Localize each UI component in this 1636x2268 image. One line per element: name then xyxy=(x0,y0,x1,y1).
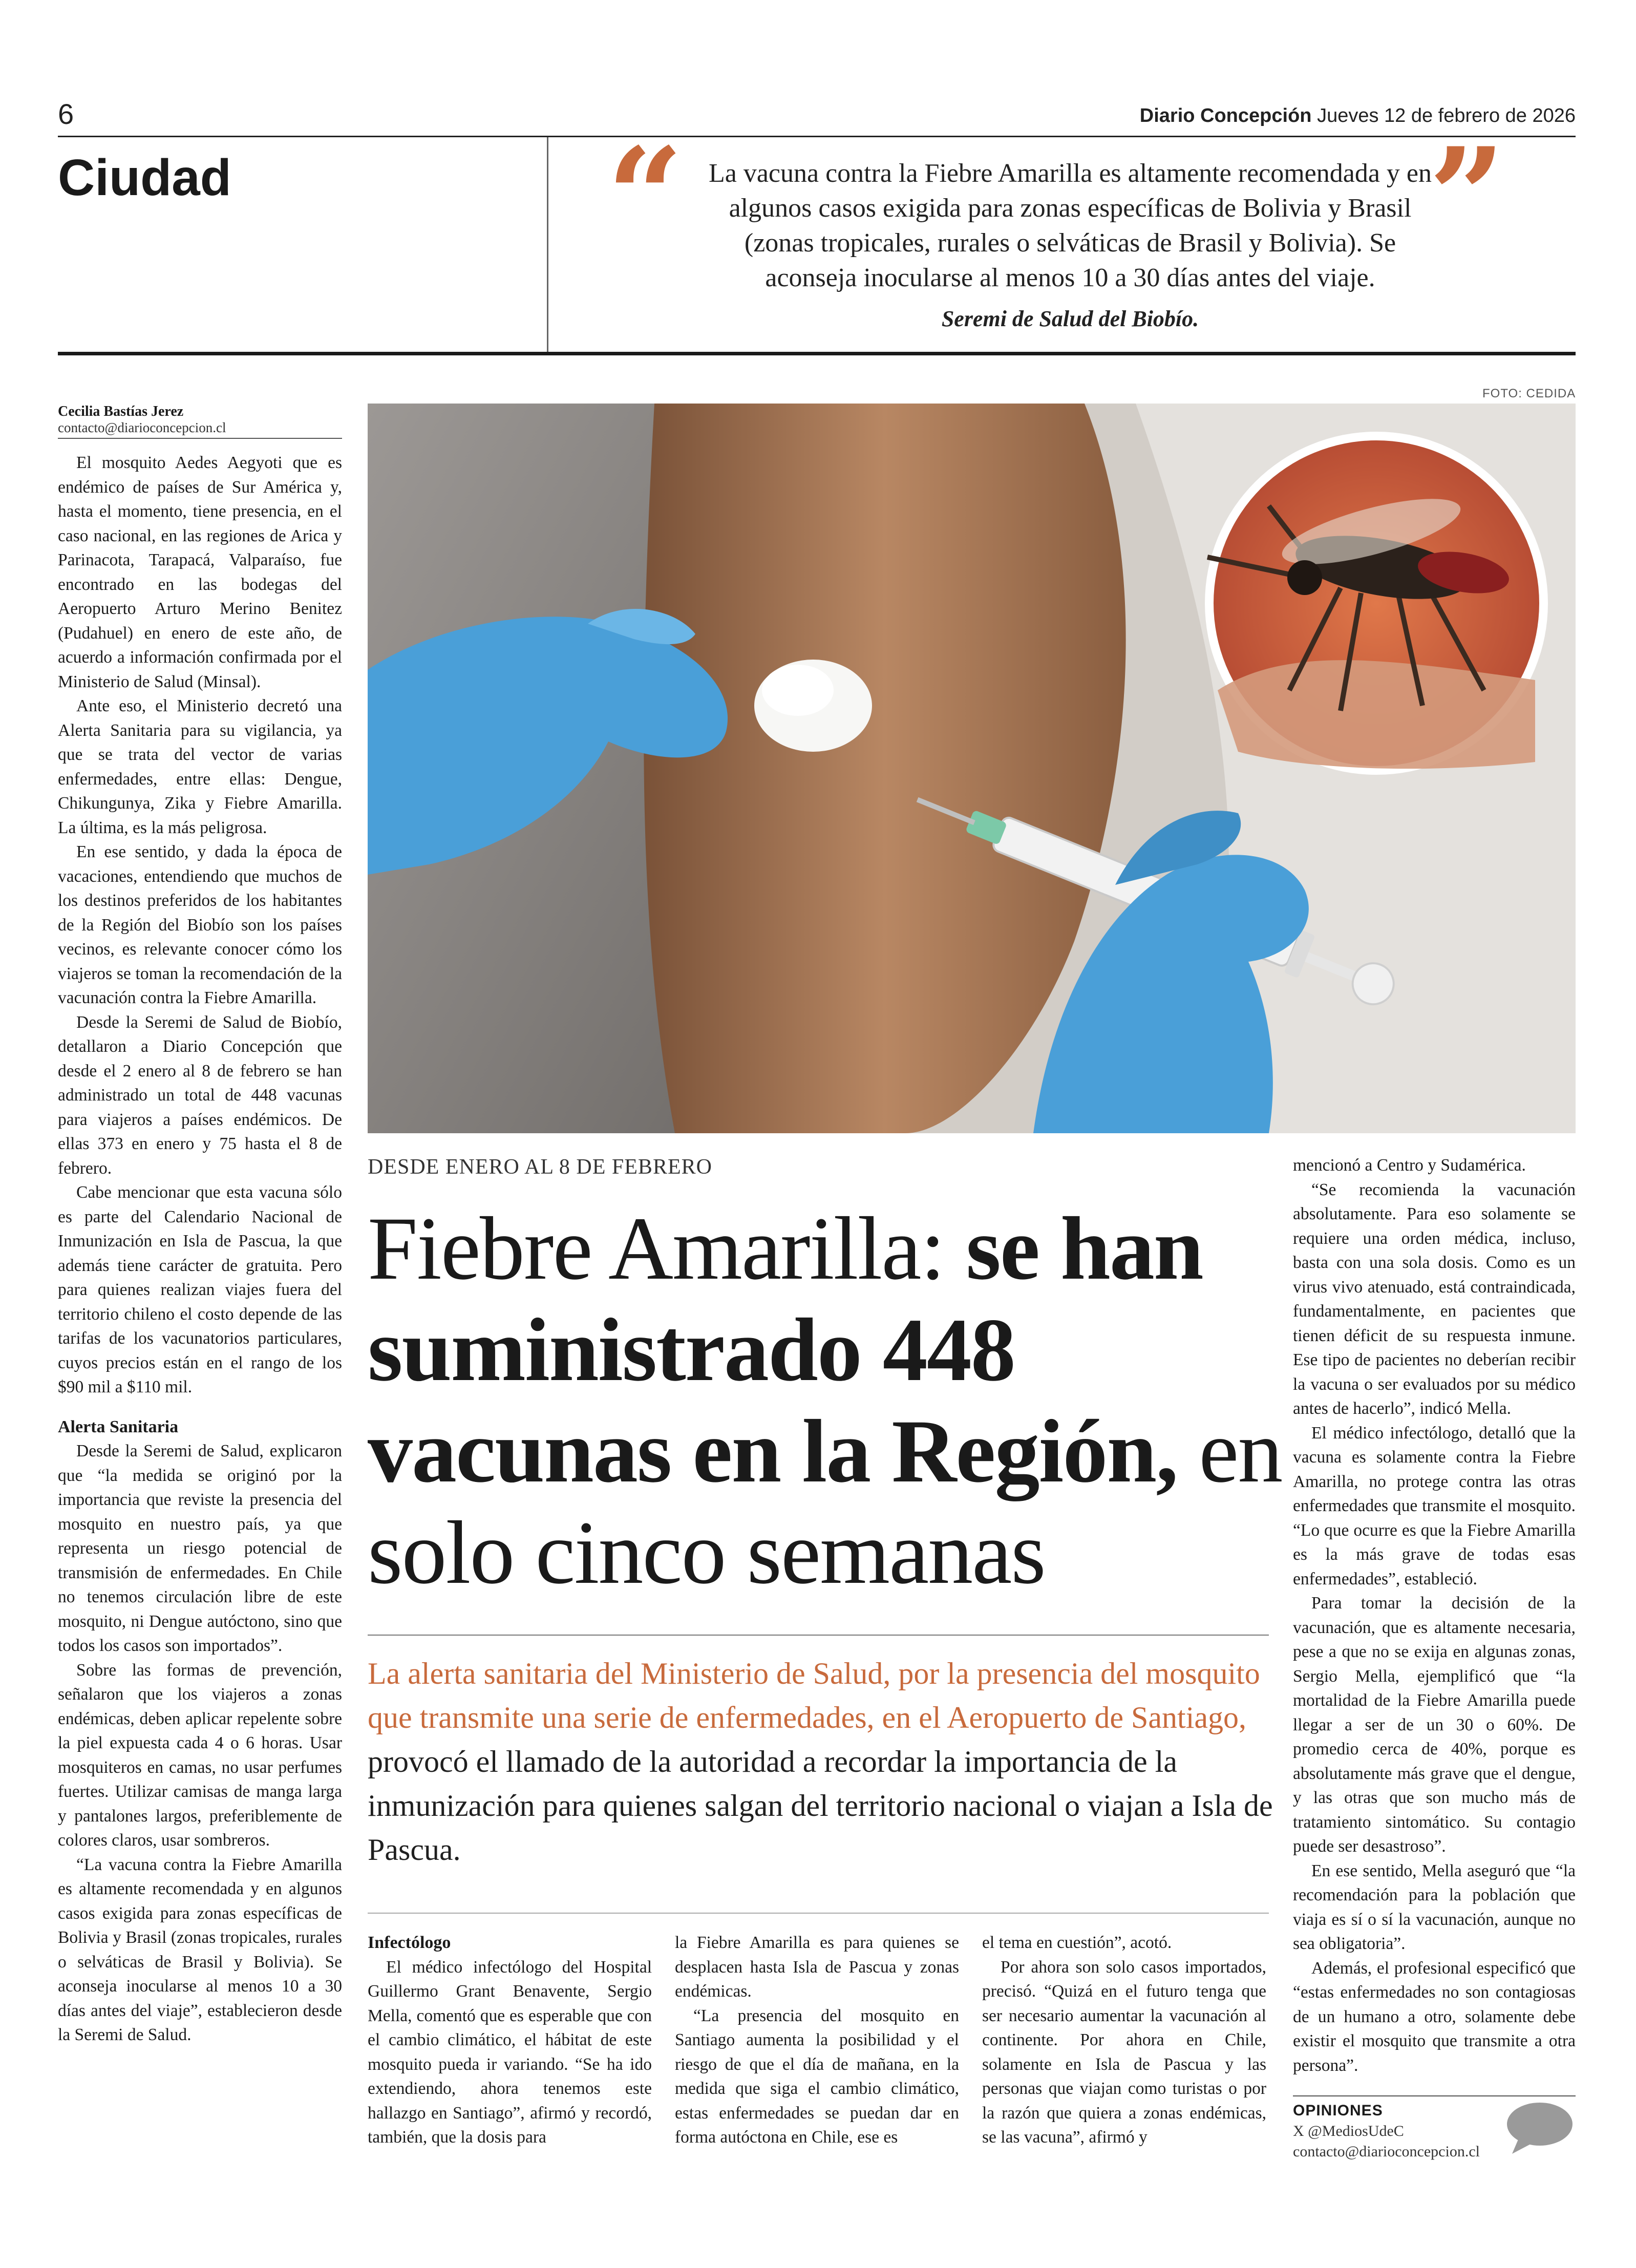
right-column xyxy=(1293,1153,1576,2078)
paragraph: “La presencia del mosquito en Santiago aumenta la posibilidad y el riesgo de que el día de mañana, en la medida que siga el cambio climático, estas enfermedades se puedan dar en forma autóctona en Chile, ese es xyxy=(675,2006,959,2147)
paragraph: Sobre las formas de prevención, señalaron que los viajeros a zonas endémicas, deben aplicar repelente sobre la piel expuesta cada 4 o 6 horas. Usar mosquiteros en camas, no usar perfumes fuertes. Utilizar camisas de manga larga y pantalones largos, preferiblemente de colores claros, usar sombreros. xyxy=(58,1660,342,1850)
left-column xyxy=(58,451,342,2047)
kicker: DESDE ENERO AL 8 DE FEBRERO xyxy=(368,1155,712,1179)
headline-light-1: Fiebre Amarilla: xyxy=(368,1199,945,1299)
headline-light-2: en solo cinco semanas xyxy=(368,1402,1282,1603)
subheading: Infectólogo xyxy=(368,1933,451,1952)
vaccination-photo xyxy=(368,404,1576,1133)
pull-quote-source: Seremi de Salud del Biobío. xyxy=(941,306,1199,331)
open-quote-icon: “ xyxy=(607,119,684,275)
page-number: 6 xyxy=(58,98,74,130)
paragraph: El mosquito Aedes Aegyoti que es endémico de países de Sur América y, hasta el momento, tiene presencia, en el caso nacional, en las regiones de Arica y Parinacota, Tarapacá, Valparaíso, fue encontrado en las bodegas del Aeropuerto Arturo Merino Benitez (Pudahuel) en enero de este año, de acuerdo a información confirmada por el Ministerio de Salud (Minsal). xyxy=(58,453,342,691)
bottom-column-2 xyxy=(675,1931,959,2150)
photo-credit: FOTO: CEDIDA xyxy=(1482,387,1576,400)
paragraph: Para tomar la decisión de la vacunación, que es altamente necesaria, pese a que no se exija en algunas zonas, Sergio Mella, ejemplificó que “la mortalidad de la Fiebre Amarilla puede llegar a ser de un 30 o 60%. De promedio cerca de 40%, porque es absolutamente más grave que el dengue, y las otras que son mucho más de tratamiento sintomático. Su contagio puede ser desastroso”. xyxy=(1293,1594,1576,1856)
paper-name: Diario Concepción xyxy=(1139,105,1312,126)
deck xyxy=(368,1651,1284,1872)
paragraph: Cabe mencionar que esta vacuna sólo es parte del Calendario Nacional de Inmunización en Isla de Pascua, la que además tiene carácter de gratuita. Pero para quienes realizan viajes fuera del territorio chileno el costo depende de las tarifas de los vacunatorios particulares, cuyos precios están en el rango de los $90 mil a $110 mil. xyxy=(58,1183,342,1396)
paragraph: El médico infectólogo, detalló que la vacuna es solamente contra la Fiebre Amarilla, no protege contra las otras enfermedades que transmite el mosquito. “Lo que ocurre es que la Fiebre Amarilla es la más grave de todas esas enfermedades”, estableció. xyxy=(1293,1423,1576,1588)
section-title: Ciudad xyxy=(58,149,231,206)
header-rule xyxy=(58,352,1576,355)
paragraph: Por ahora son solo casos importados, precisó. “Quizá en el futuro tenga que ser necesario aumentar la vacunación al continente. Por ahora en Chile, solamente en Isla de Pascua y las personas que viajan como turistas o por la razón que quiera a zonas endémicas, se las vacuna”, afirmó y xyxy=(982,1957,1266,2147)
deck-rest: provocó el llamado de la autoridad a recordar la importancia de la inmunización para quienes salgan del territorio nacional o viajan a Isla de Pascua. xyxy=(368,1745,1273,1867)
opinions-email[interactable]: contacto@diarioconcepcion.cl xyxy=(1293,2143,1480,2160)
bottom-column-1 xyxy=(368,1931,652,2150)
paragraph: “Se recomienda la vacunación absolutamente. Para eso solamente se requiere una orden médica, incluso, basta con una sola dosis. Como es un virus vivo atenuado, está contraindicada, fundamentalmente, en pacientes que tienen déficit de su respuesta inmune. Ese tipo de pacientes no deberían recibir la vacuna o ser evaluados por su médico antes de hacerlo”, indicó Mella. xyxy=(1293,1180,1576,1418)
vaccination-illustration xyxy=(368,404,1576,1133)
opinions-rule xyxy=(1293,2095,1576,2096)
paragraph: Además, el profesional especificó que “estas enfermedades no son contagiosas de un humano a otro, solamente debe existir el mosquito que transmite a otra persona”. xyxy=(1293,1958,1576,2075)
paragraph: En ese sentido, y dada la época de vacaciones, entendiendo que muchos de los destinos preferidos de los habitantes de la Región del Biobío son los países vecinos, es relevante conocer cómo los viajeros se toman la recomendación de la vacunación contra la Fiebre Amarilla. xyxy=(58,842,342,1007)
headline xyxy=(368,1198,1284,1604)
subheading: Alerta Sanitaria xyxy=(58,1417,179,1436)
issue-date: Jueves 12 de febrero de 2026 xyxy=(1317,105,1576,126)
bottom-rule xyxy=(368,1913,1269,1914)
byline-author: Cecilia Bastías Jerez xyxy=(58,404,184,419)
headline-bold: se han suministrado 448 vacunas en la Región, xyxy=(368,1199,1203,1501)
paragraph: “La vacuna contra la Fiebre Amarilla es altamente recomendada y en algunos casos exigida para zonas específicas de Bolivia y Brasil (zonas tropicales, rurales o selváticas de Brasil y Bolivia). Se aconseja inocularse al menos 10 a 30 días antes del viaje”, establecieron desde la Seremi de Salud. xyxy=(58,1855,342,2044)
paragraph: Desde la Seremi de Salud de Biobío, detallaron a Diario Concepción que desde el 2 enero al 8 de febrero se han administrado un total de 448 vacunas para viajeros a países endémicos. De ellas 373 en enero y 75 hasta el 8 de febrero. xyxy=(58,1012,342,1178)
header-divider xyxy=(547,137,548,352)
pull-quote-text: La vacuna contra la Fiebre Amarilla es altamente recomendada y en algunos casos exigida para zonas específicas de Bolivia y Brasil (zonas tropicales, rurales o selváticas de Brasil y Bolivia). Se aconseja inocularse al menos 10 a 30 días antes del viaje. xyxy=(709,159,1432,292)
deck-highlight: La alerta sanitaria del Ministerio de Salud, por la presencia del mosquito que transmite una serie de enfermedades, en el Aeropuerto de Santiago, xyxy=(368,1657,1260,1734)
x-handle[interactable]: X @MediosUdeC xyxy=(1293,2123,1404,2139)
paragraph: Desde la Seremi de Salud, explicaron que “la medida se originó por la importancia que reviste la presencia del mosquito en nuestro país, ya que representa un riesgo potencial de transmisión de enfermedades. En Chile no tenemos circulación libre de este mosquito, ni Dengue autóctono, sino que todos los casos son importados”. xyxy=(58,1442,342,1655)
deck-rule xyxy=(368,1635,1269,1636)
paragraph: Ante eso, el Ministerio decretó una Alerta Sanitaria para su vigilancia, ya que se trata del vector de varias enfermedades, entre ellas: Dengue, Chikungunya, Zika y Fiebre Amarilla. La última, es la más peligrosa. xyxy=(58,696,342,837)
top-rule xyxy=(58,136,1576,137)
close-quote-icon: ” xyxy=(1429,119,1505,275)
bottom-column-3 xyxy=(982,1931,1266,2150)
byline-email: contacto@diarioconcepcion.cl xyxy=(58,420,226,435)
speech-bubble-icon xyxy=(1503,2100,1575,2156)
paragraph: El médico infectólogo del Hospital Guillermo Grant Benavente, Sergio Mella, comentó que es esperable que con el cambio climático, el hábitat de este mosquito pueda ir variando. “Se ha ido extendiendo, ahora tenemos este hallazgo en Santiago”, afirmó y recordó, también, que la dosis para xyxy=(368,1957,652,2147)
paragraph: el tema en cuestión”, acotó. xyxy=(982,1933,1172,1952)
byline-rule xyxy=(58,438,342,439)
paragraph: mencionó a Centro y Sudamérica. xyxy=(1293,1156,1526,1175)
masthead xyxy=(1140,105,1576,127)
paragraph: la Fiebre Amarilla es para quienes se desplacen hasta Isla de Pascua y zonas endémicas. xyxy=(675,1933,959,2001)
paragraph: En ese sentido, Mella aseguró que “la recomendación para la población que viaja es sí o sí la vacunación, aunque no sea obligatoria”. xyxy=(1293,1861,1576,1953)
opinions-title: OPINIONES xyxy=(1293,2102,1383,2119)
